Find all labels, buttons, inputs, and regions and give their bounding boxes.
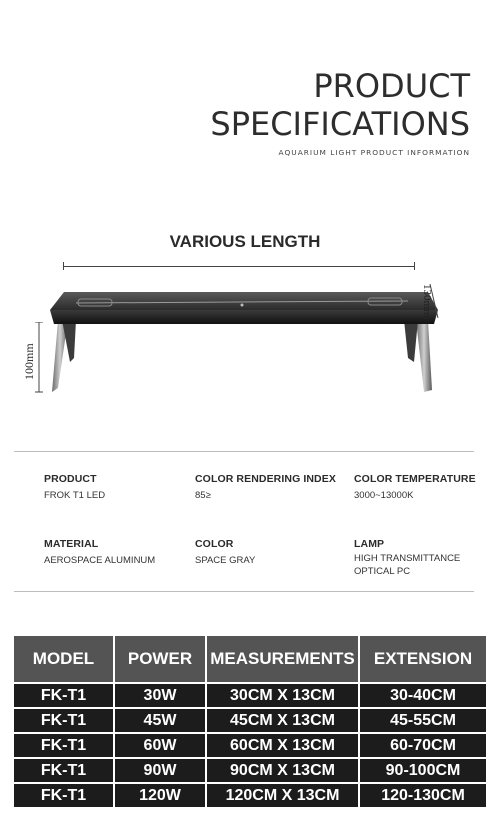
cell-model: FK-T1	[13, 733, 114, 758]
spec-color-value: SPACE GRAY	[195, 555, 256, 566]
header-extension: EXTENSION	[359, 635, 487, 683]
table-row	[13, 708, 487, 733]
cell-model: FK-T1	[13, 758, 114, 783]
cell-extension: 45-55CM	[359, 708, 487, 733]
spec-color-label: COLOR	[195, 538, 234, 550]
cell-measurements: 90CM X 13CM	[206, 758, 359, 783]
cell-measurements: 30CM X 13CM	[206, 683, 359, 708]
title-line-2: SPECIFICATIONS	[210, 105, 470, 143]
table-row	[13, 783, 487, 808]
aquarium-light-illustration	[0, 270, 490, 400]
spec-product-value: FROK T1 LED	[44, 490, 106, 501]
cell-power: 60W	[114, 733, 206, 758]
height-dimension-bracket	[34, 322, 44, 394]
cell-power: 120W	[114, 783, 206, 808]
cell-measurements: 45CM X 13CM	[206, 708, 359, 733]
header-model: MODEL	[13, 635, 114, 683]
spec-color-temp-label: COLOR TEMPERATURE	[354, 473, 476, 485]
right-leg-back	[416, 320, 432, 392]
spec-lamp-value-line1: HIGH TRANSMITTANCE	[354, 553, 461, 564]
cell-measurements: 120CM X 13CM	[206, 783, 359, 808]
depth-dimension-bracket	[428, 282, 442, 322]
spec-cri-value: 85≥	[195, 490, 211, 501]
cell-model: FK-T1	[13, 708, 114, 733]
divider-top	[14, 451, 474, 452]
cell-model: FK-T1	[13, 683, 114, 708]
divider-bottom	[14, 591, 474, 592]
light-body-front	[50, 310, 438, 324]
spec-material-value: AEROSPACE ALUMINUM	[44, 555, 156, 566]
model-table	[12, 634, 488, 809]
table-row	[13, 758, 487, 783]
cell-extension: 30-40CM	[359, 683, 487, 708]
cell-power: 30W	[114, 683, 206, 708]
various-length-heading: VARIOUS LENGTH	[169, 232, 321, 251]
cell-extension: 60-70CM	[359, 733, 487, 758]
cell-power: 45W	[114, 708, 206, 733]
cell-power: 90W	[114, 758, 206, 783]
spec-material-label: MATERIAL	[44, 538, 99, 550]
spec-product-label: PRODUCT	[44, 473, 97, 485]
cell-model: FK-T1	[13, 783, 114, 808]
table-header-row	[13, 635, 487, 683]
length-dimension-tick-right	[414, 262, 415, 270]
spec-lamp-label: LAMP	[354, 538, 385, 550]
spec-lamp-value-line2: OPTICAL PC	[354, 566, 411, 577]
cell-measurements: 60CM X 13CM	[206, 733, 359, 758]
right-leg-front	[404, 320, 418, 362]
table-row	[13, 733, 487, 758]
cell-extension: 90-100CM	[359, 758, 487, 783]
length-dimension-line	[63, 266, 415, 267]
title-line-1: PRODUCT	[313, 67, 470, 105]
spec-color-temp-value: 3000~13000K	[354, 490, 414, 501]
header-power: POWER	[114, 635, 206, 683]
subtitle: AQUARIUM LIGHT PRODUCT INFORMATION	[278, 148, 470, 157]
header-measurements: MEASUREMENTS	[206, 635, 359, 683]
table-row	[13, 683, 487, 708]
cell-extension: 120-130CM	[359, 783, 487, 808]
spec-cri-label: COLOR RENDERING INDEX	[195, 473, 336, 485]
height-dimension-label: 100mm	[22, 343, 36, 380]
length-dimension-tick-left	[63, 262, 64, 270]
depth-dimension-label: 130mm	[421, 284, 433, 318]
